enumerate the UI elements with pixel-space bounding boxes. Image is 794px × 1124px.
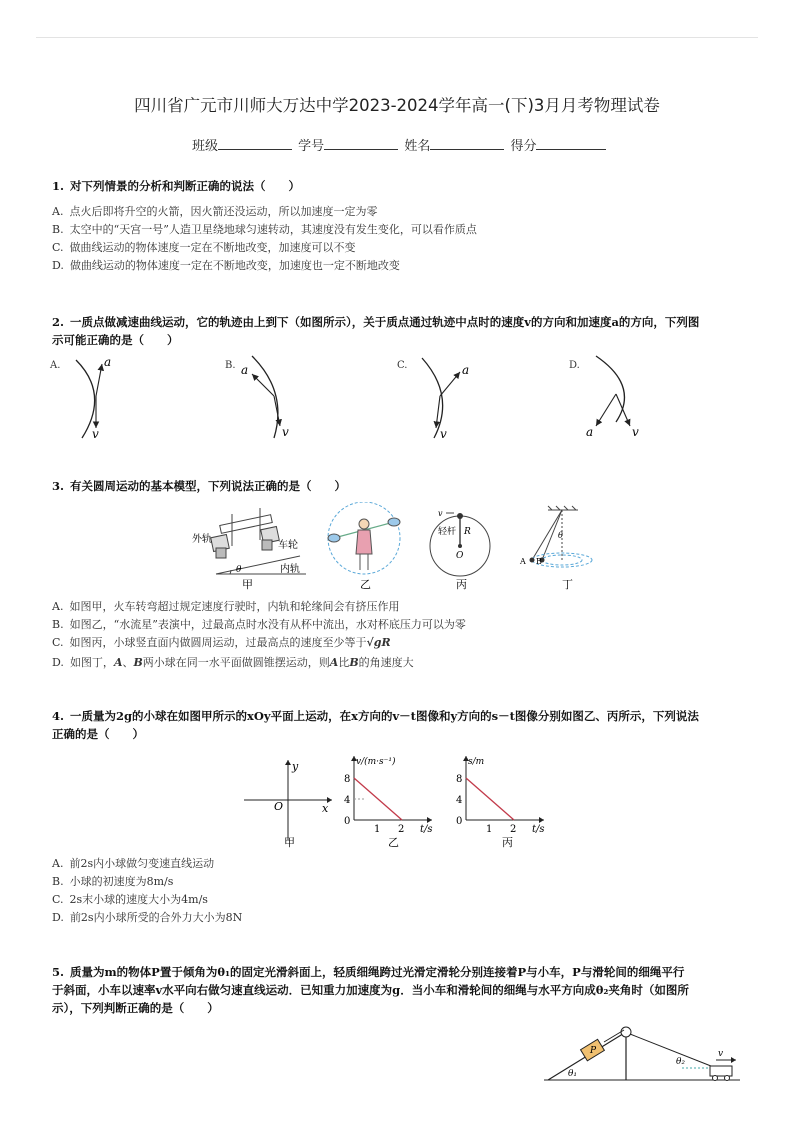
q3-figures [186,502,616,594]
q3-option-a[interactable]: A. 如图甲，火车转弯超过规定速度行驶时，内轨和轮缘间会有挤压作用 [52,600,400,613]
svg-text:x: x [322,802,329,815]
q2-option-b-figure[interactable] [225,356,289,439]
svg-text:v: v [92,427,99,441]
svg-text:B.: B. [225,360,236,371]
question-2-stem: 2. 一质点做减速曲线运动，它的轨迹由上到下（如图所示），关于质点通过轨迹中点时的速度v的方向和加速度a的方向，下列图 示可能正确的是（ ） [52,315,700,347]
svg-text:B: B [536,557,542,566]
q3-option-b[interactable]: B. 如图乙，“水流星”表演中，过最高点时水没有从杯中流出，水对杯底压力可以为零 [52,618,466,631]
svg-text:8: 8 [456,774,463,785]
class-label: 班级 [192,139,219,154]
q1-option-a[interactable]: A. 点火后即将升空的火箭，因火箭还没运动，所以加速度一定为零 [52,205,378,218]
svg-text:a: a [462,363,470,377]
question-4-stem: 4. 一质量为2g的小球在如图甲所示的xOy平面上运动，在x方向的v－t图像和y方向的s－t图像分别如图乙、丙所示，下列说法 正确的是（ ） [52,709,699,741]
q4-option-d[interactable]: D. 前2s内小球所受的合外力大小为8N [52,911,243,924]
svg-text:θ₁: θ₁ [568,1069,578,1079]
cart [710,1066,732,1076]
svg-text:v: v [632,425,639,439]
q1-option-b[interactable]: B. 太空中的“天宫一号”人造卫星绕地球匀速转动，其速度没有发生变化，可以看作质点 [52,223,477,236]
xoy-axes-figure [244,760,332,849]
vt-line [354,778,402,820]
svg-text:v: v [282,425,289,439]
svg-text:0: 0 [344,816,351,827]
top-rule [36,37,758,38]
svg-text:4: 4 [456,795,463,806]
svg-text:丁: 丁 [562,578,573,591]
st-graph [456,756,545,849]
svg-text:2: 2 [398,824,405,835]
accel-vector-a [96,364,102,396]
svg-text:y: y [292,760,299,773]
svg-text:8: 8 [344,774,351,785]
svg-text:丙: 丙 [456,578,467,591]
svg-text:丙: 丙 [502,836,513,849]
svg-text:θ: θ [236,565,242,575]
svg-text:内轨: 内轨 [280,564,300,575]
q4-figures [240,752,560,852]
svg-text:0: 0 [456,816,463,827]
svg-text:a: a [104,355,112,369]
svg-text:1: 1 [486,824,493,835]
svg-text:甲: 甲 [242,578,253,591]
class-blank[interactable] [218,137,292,150]
q2-figures [48,352,748,442]
vt-graph [344,756,433,849]
name-label: 姓名 [404,139,431,154]
question-3-stem: 3. 有关圆周运动的基本模型，下列说法正确的是（ ） [52,479,347,493]
light-rod-circle-figure [430,509,490,591]
conical-pendulum-figure [519,506,592,591]
student-id-blank[interactable] [324,137,398,150]
q4-option-c[interactable]: C. 2s末小球的速度大小为4m/s [52,893,208,906]
accel-vector-d [596,394,616,426]
svg-text:O: O [274,800,284,813]
pulley [621,1027,631,1037]
q4-option-a[interactable]: A. 前2s内小球做匀变速直线运动 [52,857,215,870]
svg-text:a: a [586,425,594,439]
svg-text:C.: C. [397,360,408,371]
svg-text:t/s: t/s [420,824,433,835]
q2-option-a-figure[interactable] [49,355,111,441]
svg-text:4: 4 [344,795,351,806]
svg-text:v: v [718,1049,724,1059]
svg-text:A.: A. [50,360,61,371]
velocity-vector-d [616,394,630,426]
train-turn-figure [192,508,306,591]
svg-text:A: A [520,557,526,566]
accel-vector-b [252,374,274,396]
svg-text:P: P [590,1046,597,1056]
svg-text:2: 2 [510,824,517,835]
q1-option-c[interactable]: C. 做曲线运动的物体速度一定在不断地改变，加速度可以不变 [52,241,356,254]
svg-text:1: 1 [374,824,381,835]
score-blank[interactable] [536,137,606,150]
q2-option-c-figure[interactable] [397,358,469,441]
svg-text:R: R [464,527,471,537]
svg-text:v: v [438,509,443,518]
svg-text:θ₂: θ₂ [676,1057,686,1067]
q3-option-d[interactable]: D. 如图丁，A、B两小球在同一水平面做圆锥摆运动，则A比B的角速度大 [52,656,414,669]
st-line [466,778,514,820]
svg-text:乙: 乙 [388,836,399,849]
q3-option-c[interactable]: C. 如图丙，小球竖直面内做圆周运动，过最高点的速度至少等于√gR [52,636,391,649]
svg-text:a: a [241,363,249,377]
question-1-stem: 1. 对下列情景的分析和判断正确的说法（ ） [52,179,301,193]
svg-text:D.: D. [569,360,580,371]
trajectory-d [596,356,624,422]
svg-text:θ: θ [558,531,563,540]
svg-text:外轨: 外轨 [192,534,212,545]
student-info-fields [192,135,608,154]
svg-text:O: O [456,551,464,561]
svg-text:t/s: t/s [532,824,545,835]
svg-text:s/m: s/m [468,757,485,767]
water-meteor-figure [328,502,400,591]
svg-text:车轮: 车轮 [278,540,298,551]
q1-option-d[interactable]: D. 做曲线运动的物体速度一定在不断地改变，加速度也一定不断地改变 [52,259,400,272]
svg-text:轻杆: 轻杆 [438,527,457,537]
student-id-label: 学号 [298,139,325,154]
score-label: 得分 [510,139,537,154]
svg-text:乙: 乙 [360,578,371,591]
rope-to-cart [630,1034,716,1068]
svg-text:v/(m·s⁻¹): v/(m·s⁻¹) [356,757,396,767]
q4-option-b[interactable]: B. 小球的初速度为8m/s [52,875,174,888]
name-blank[interactable] [430,137,504,150]
q5-incline-figure [540,1020,750,1084]
svg-text:甲: 甲 [284,836,295,849]
accel-vector-c [440,372,460,396]
page-title: 四川省广元市川师大万达中学2023-2024学年高一(下)3月月考物理试卷 [134,96,660,115]
svg-text:v: v [440,427,447,441]
question-5-stem: 5. 质量为m的物体P置于倾角为θ₁的固定光滑斜面上，轻质细绳跨过光滑定滑轮分别连接着P与小车，P与滑轮间的细绳平行 于斜面，小车以速率v水平向右做匀速直线运动．已知重力加速度为g．当小车和滑轮间的细绳与水平方向成θ₂夹角时（如图所 示），下列判断正确的是（ ） [52,965,689,1015]
q2-option-d-figure[interactable] [569,356,639,439]
